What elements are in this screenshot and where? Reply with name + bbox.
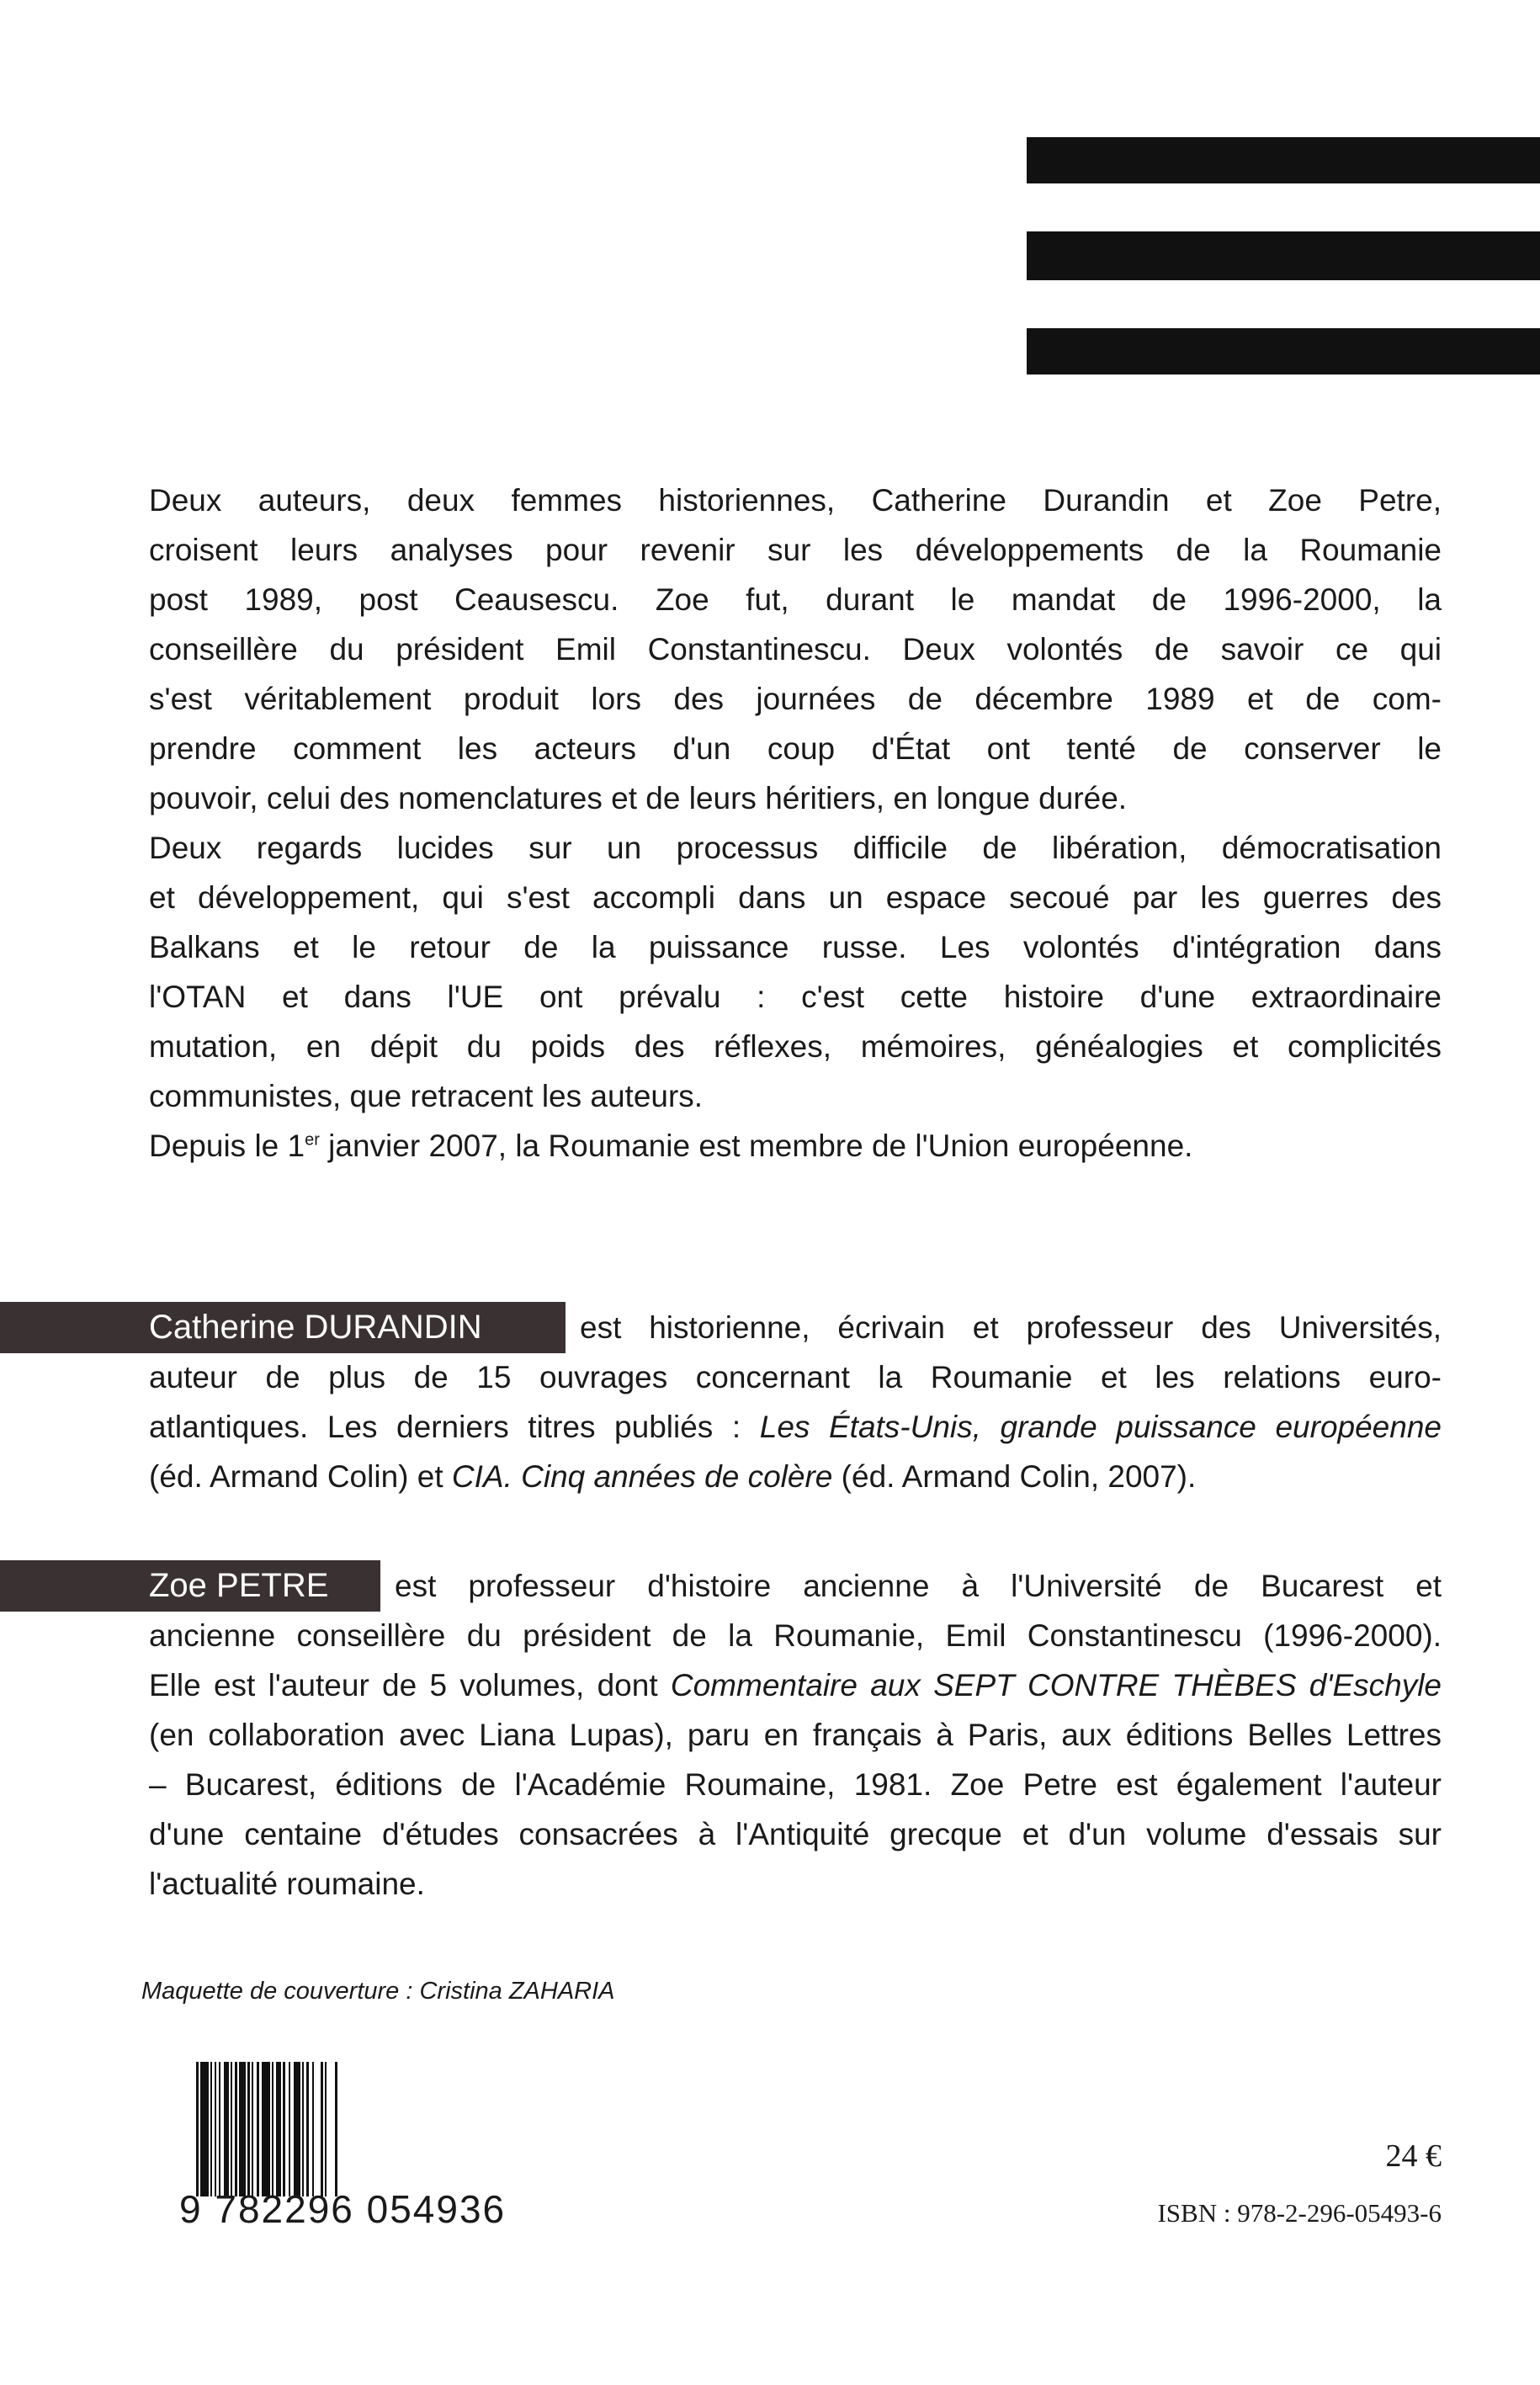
text-segment: s'est véritablement produit lors des journées de décembre 1989 et de com- (149, 682, 1442, 716)
text-segment: Balkans et le retour de la puissance russe. Les volontés d'intégration dans (149, 930, 1442, 964)
text-line (149, 575, 1442, 624)
italic-title: Commentaire aux SEPT CONTRE THÈBES d'Eschyle (670, 1668, 1442, 1702)
text-segment: janvier 2007, la Roumanie est membre de l'Union européenne. (319, 1129, 1193, 1163)
italic-title: Les États-Unis, grande puissance européenne (759, 1410, 1442, 1444)
text-line (149, 972, 1442, 1022)
text-segment: et développement, qui s'est accompli dans un espace secoué par les guerres des (149, 880, 1442, 915)
barcode-stripe (262, 2062, 270, 2196)
text-line (149, 1452, 1442, 1501)
text-line (149, 624, 1442, 674)
text-segment: d'une centaine d'études consacrées à l'Antiquité grecque et d'un volume d'essais sur (149, 1817, 1442, 1851)
text-segment: atlantiques. Les derniers titres publiés : (149, 1410, 760, 1444)
text-line (149, 1710, 1442, 1760)
text-line (149, 1660, 1442, 1710)
text-segment: ancienne conseillère du président de la Roumanie, Emil Constantinescu (1996-2000). (149, 1618, 1442, 1653)
decorative-bar (1027, 231, 1540, 280)
text-segment: Deux regards lucides sur un processus difficile de libération, démocratisation (149, 831, 1442, 865)
book-summary (149, 475, 1442, 1171)
price: 24 € (1385, 2138, 1442, 2174)
isbn: ISBN : 978-2-296-05493-6 (1157, 2198, 1442, 2228)
text-segment: – Bucarest, éditions de l'Académie Roumaine, 1981. Zoe Petre est également l'auteur (149, 1767, 1442, 1802)
text-segment: (en collaboration avec Liana Lupas), paru en français à Paris, aux éditions Belles Lettres (149, 1718, 1442, 1752)
author-name: Catherine DURANDIN (149, 1309, 482, 1346)
text-segment: Deux auteurs, deux femmes historiennes, Catherine Durandin et Zoe Petre, (149, 483, 1442, 518)
text-segment: Elle est l'auteur de 5 volumes, dont (149, 1668, 671, 1702)
barcode-bars (196, 2062, 341, 2196)
barcode-stripe (314, 2062, 321, 2196)
text-segment: l'actualité roumaine. (149, 1867, 425, 1901)
text-line (149, 1859, 1442, 1909)
text-segment: post 1989, post Ceausescu. Zoe fut, durant le mandat de 1996-2000, la (149, 582, 1442, 617)
text-segment: (éd. Armand Colin, 2007). (832, 1459, 1197, 1494)
text-segment: l'OTAN et dans l'UE ont prévalu : c'est cette histoire d'une extraordinaire (149, 980, 1442, 1014)
text-line (149, 922, 1442, 972)
text-line (149, 1611, 1442, 1660)
barcode-stripe (294, 2062, 300, 2196)
barcode (179, 2062, 507, 2231)
text-line (149, 1121, 1442, 1171)
decorative-bar (1027, 328, 1540, 374)
text-segment: conseillère du président Emil Constantinescu. Deux volontés de savoir ce qui (149, 632, 1442, 667)
text-segment: est historienne, écrivain et professeur des Universités, (580, 1310, 1442, 1345)
text-line (149, 773, 1442, 823)
author-bio-durandin (149, 1303, 1442, 1501)
author-bio-petre (149, 1561, 1442, 1909)
italic-title: CIA. Cinq années de colère (451, 1459, 833, 1494)
text-line (149, 1022, 1442, 1071)
cover-design-credit: Maquette de couverture : Cristina ZAHARIA (141, 1978, 615, 2005)
barcode-stripe (327, 2062, 335, 2196)
text-segment: er (305, 1130, 320, 1150)
text-line (149, 1071, 1442, 1121)
text-segment: auteur de plus de 15 ouvrages concernant la Roumanie et les relations euro- (149, 1360, 1442, 1394)
text-segment: communistes, que retracent les auteurs. (149, 1079, 704, 1113)
text-segment: prendre comment les acteurs d'un coup d'État ont tenté de conserver le (149, 731, 1442, 766)
author-name: Zoe PETRE (149, 1567, 329, 1604)
barcode-stripe (200, 2062, 209, 2196)
text-segment: Depuis le 1 (149, 1129, 305, 1163)
barcode-stripe (337, 2062, 341, 2196)
text-line (149, 475, 1442, 525)
barcode-stripe (239, 2062, 246, 2196)
text-line (149, 674, 1442, 724)
text-line (149, 1809, 1442, 1859)
text-line (149, 823, 1442, 873)
text-segment: est professeur d'histoire ancienne à l'Université de Bucarest et (395, 1569, 1442, 1603)
text-line (149, 1760, 1442, 1809)
text-line (149, 1402, 1442, 1452)
text-line (149, 525, 1442, 575)
text-line (149, 724, 1442, 773)
text-line (149, 873, 1442, 922)
decorative-bar (1027, 137, 1540, 183)
text-line (395, 1561, 1442, 1611)
text-line (580, 1303, 1442, 1352)
text-segment: (éd. Armand Colin) et (149, 1459, 452, 1494)
text-line (149, 1352, 1442, 1402)
text-segment: pouvoir, celui des nomenclatures et de leurs héritiers, en longue durée. (149, 781, 1128, 815)
barcode-digits: 9 782296 054936 (179, 2187, 507, 2231)
text-segment: croisent leurs analyses pour revenir sur les développements de la Roumanie (149, 533, 1442, 567)
text-segment: mutation, en dépit du poids des réflexes, mémoires, généalogies et complicités (149, 1029, 1442, 1064)
